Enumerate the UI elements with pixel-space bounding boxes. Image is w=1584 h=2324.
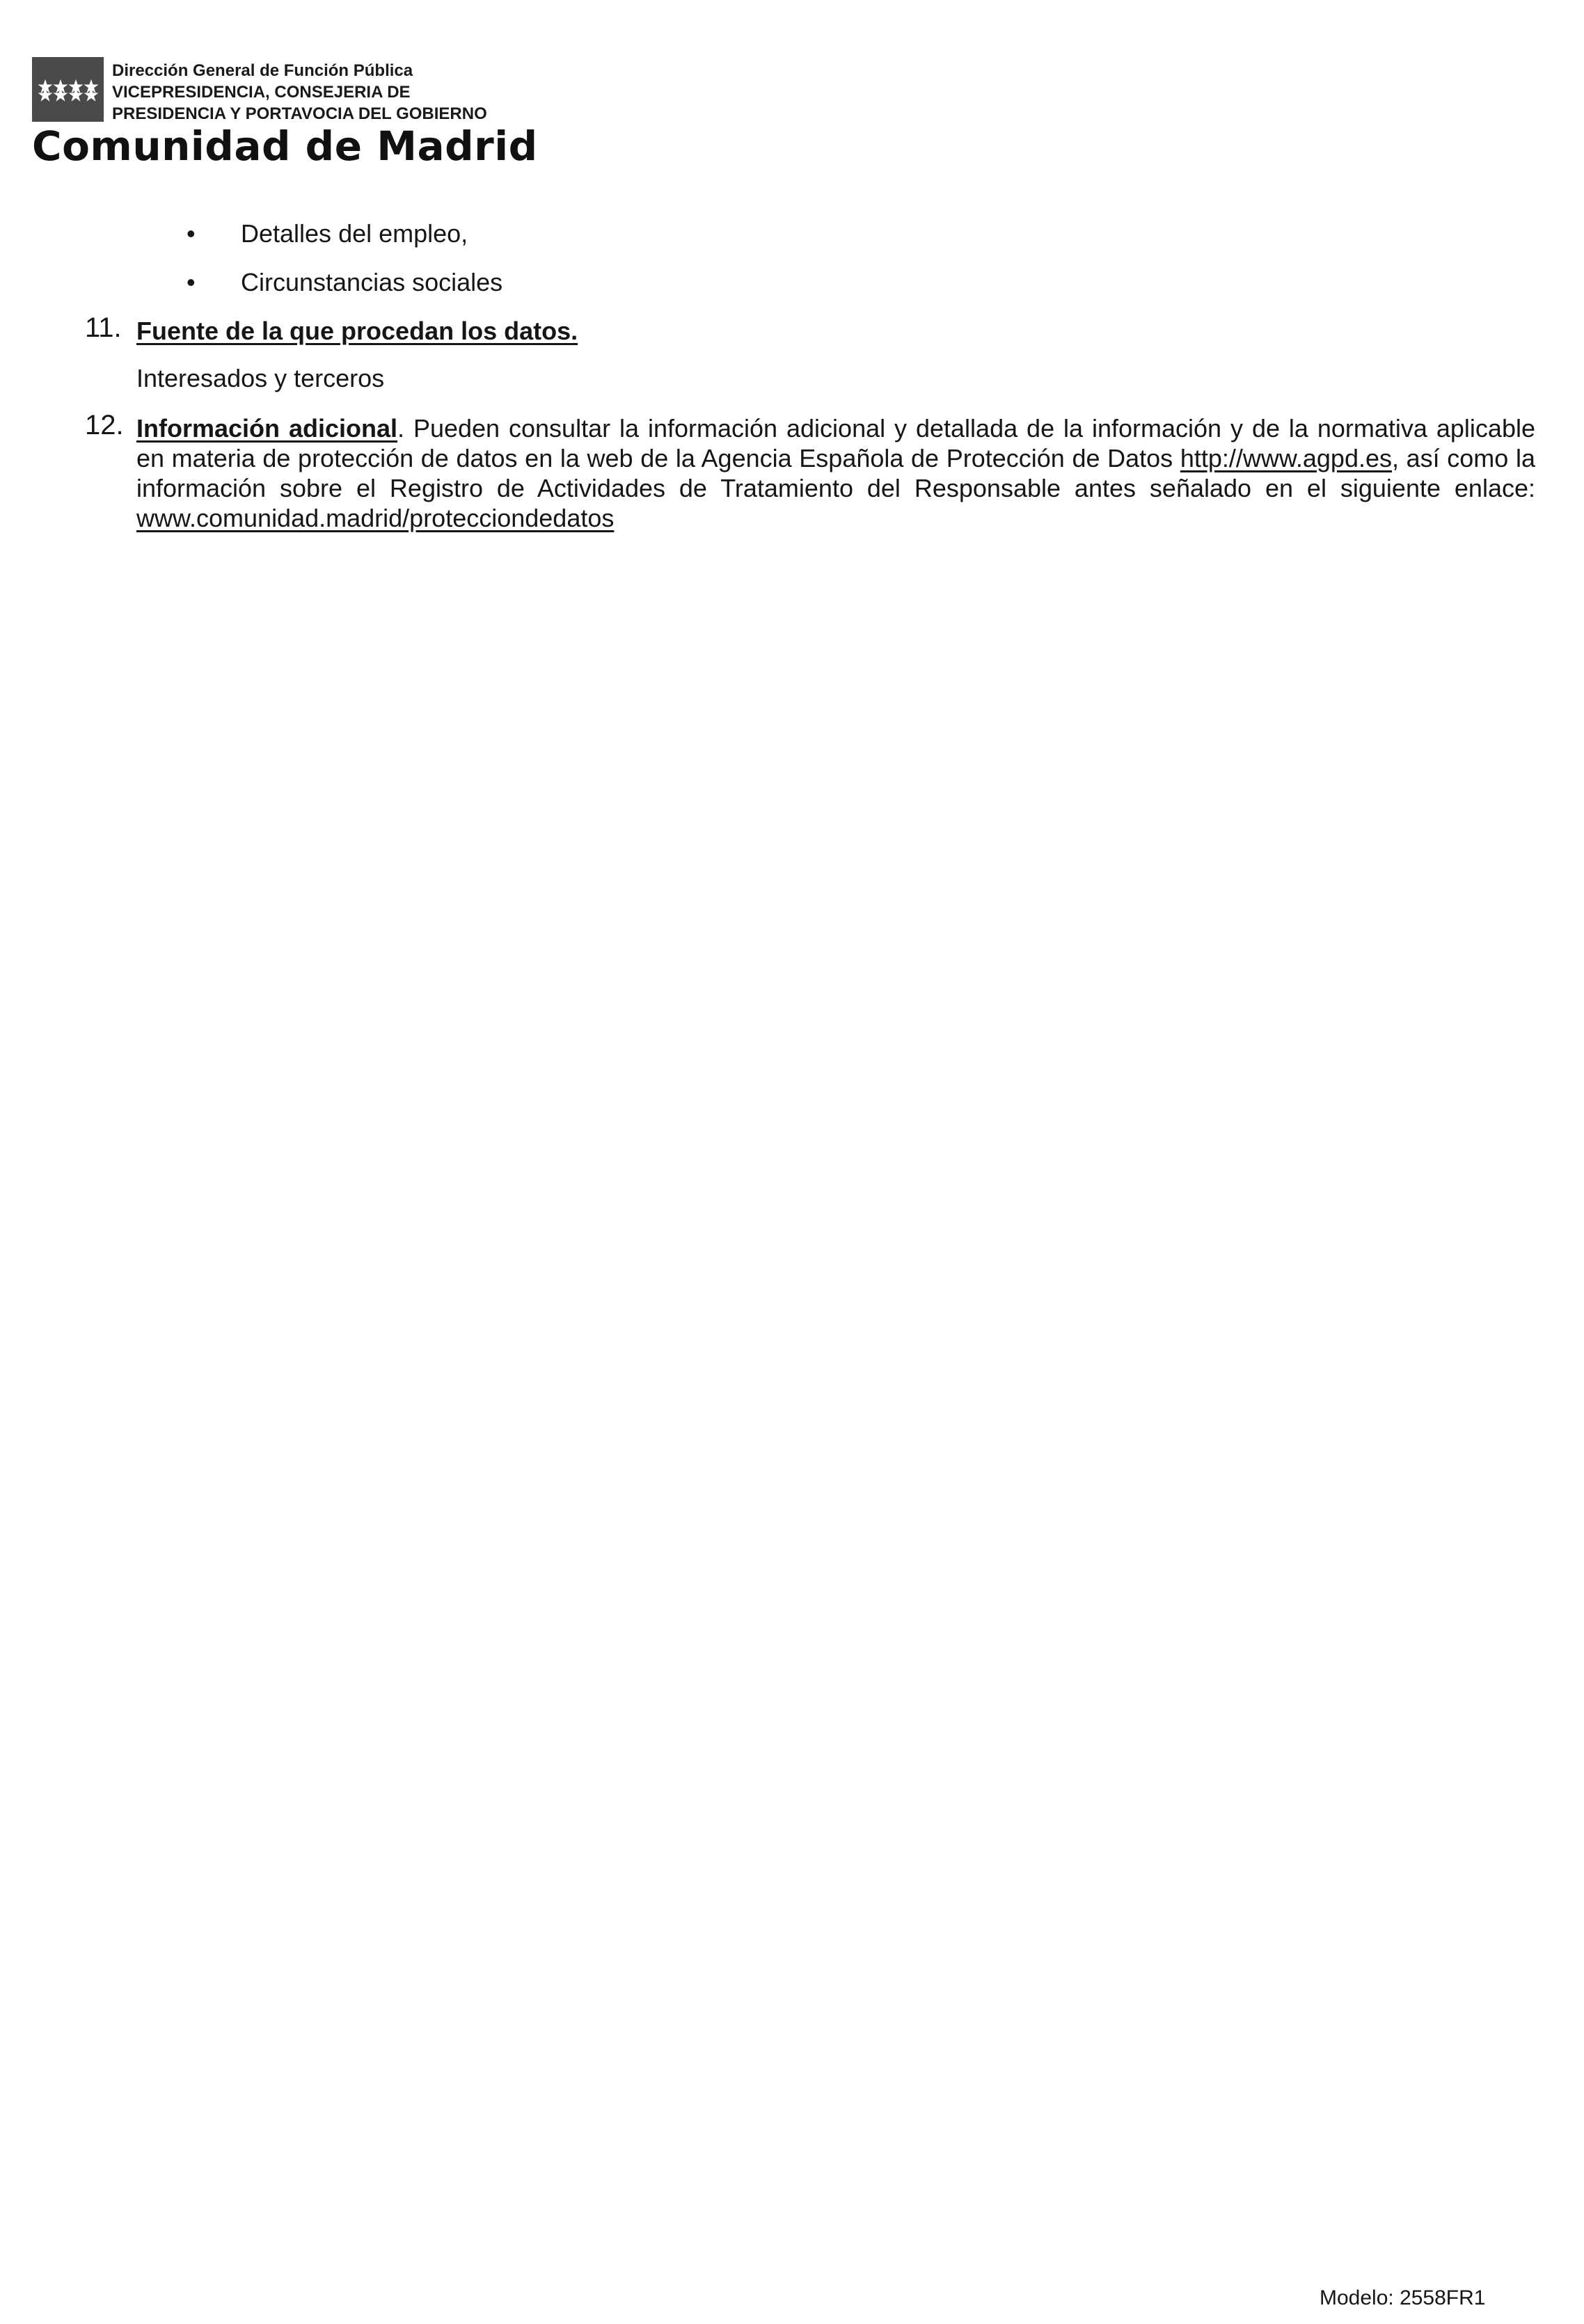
- organization-name: [112, 60, 487, 125]
- org-line-directorate: Dirección General de Función Pública: [112, 61, 413, 80]
- section-12-text-part-1: Pueden consultar la información adicional y detallada de la información y de la normativa aplicable en materia de protección de datos en la web de la Agencia Española de Protección de Datos: [136, 414, 1535, 472]
- section-11-number: 11.: [85, 312, 122, 343]
- data-protection-link[interactable]: www.comunidad.madrid/protecciondedatos: [136, 504, 615, 532]
- list-item-text: Detalles del empleo,: [241, 219, 468, 248]
- list-item-text: Circunstancias sociales: [241, 268, 503, 296]
- org-line-presidency: PRESIDENCIA Y PORTAVOCIA DEL GOBIERNO: [112, 104, 487, 123]
- bullet-marker: •: [187, 268, 196, 296]
- stars-icon: [38, 78, 99, 103]
- section-11-heading: [136, 316, 578, 346]
- agpd-link[interactable]: http://www.agpd.es: [1180, 444, 1392, 472]
- section-11-body: Interesados y terceros: [136, 364, 385, 392]
- section-12-title-suffix: .: [397, 414, 405, 443]
- section-12-number: 12.: [85, 410, 124, 440]
- bullet-marker: •: [187, 219, 196, 248]
- org-line-vicepresidency: VICEPRESIDENCIA, CONSEJERIA DE: [112, 83, 411, 102]
- section-12-paragraph: [136, 413, 1535, 533]
- section-12-text-part-2: , así como la información sobre el Registro de Actividades de Tratamiento del Responsable antes señalado en el siguiente enlace:: [136, 444, 1535, 502]
- model-code: Modelo: 2558FR1: [1320, 2286, 1486, 2309]
- brand-wordmark: Comunidad de Madrid: [32, 122, 538, 170]
- section-12-title: Información adicional: [136, 414, 397, 443]
- section-11-title: Fuente de la que procedan los datos.: [136, 317, 578, 345]
- comunidad-madrid-logo: [32, 57, 104, 122]
